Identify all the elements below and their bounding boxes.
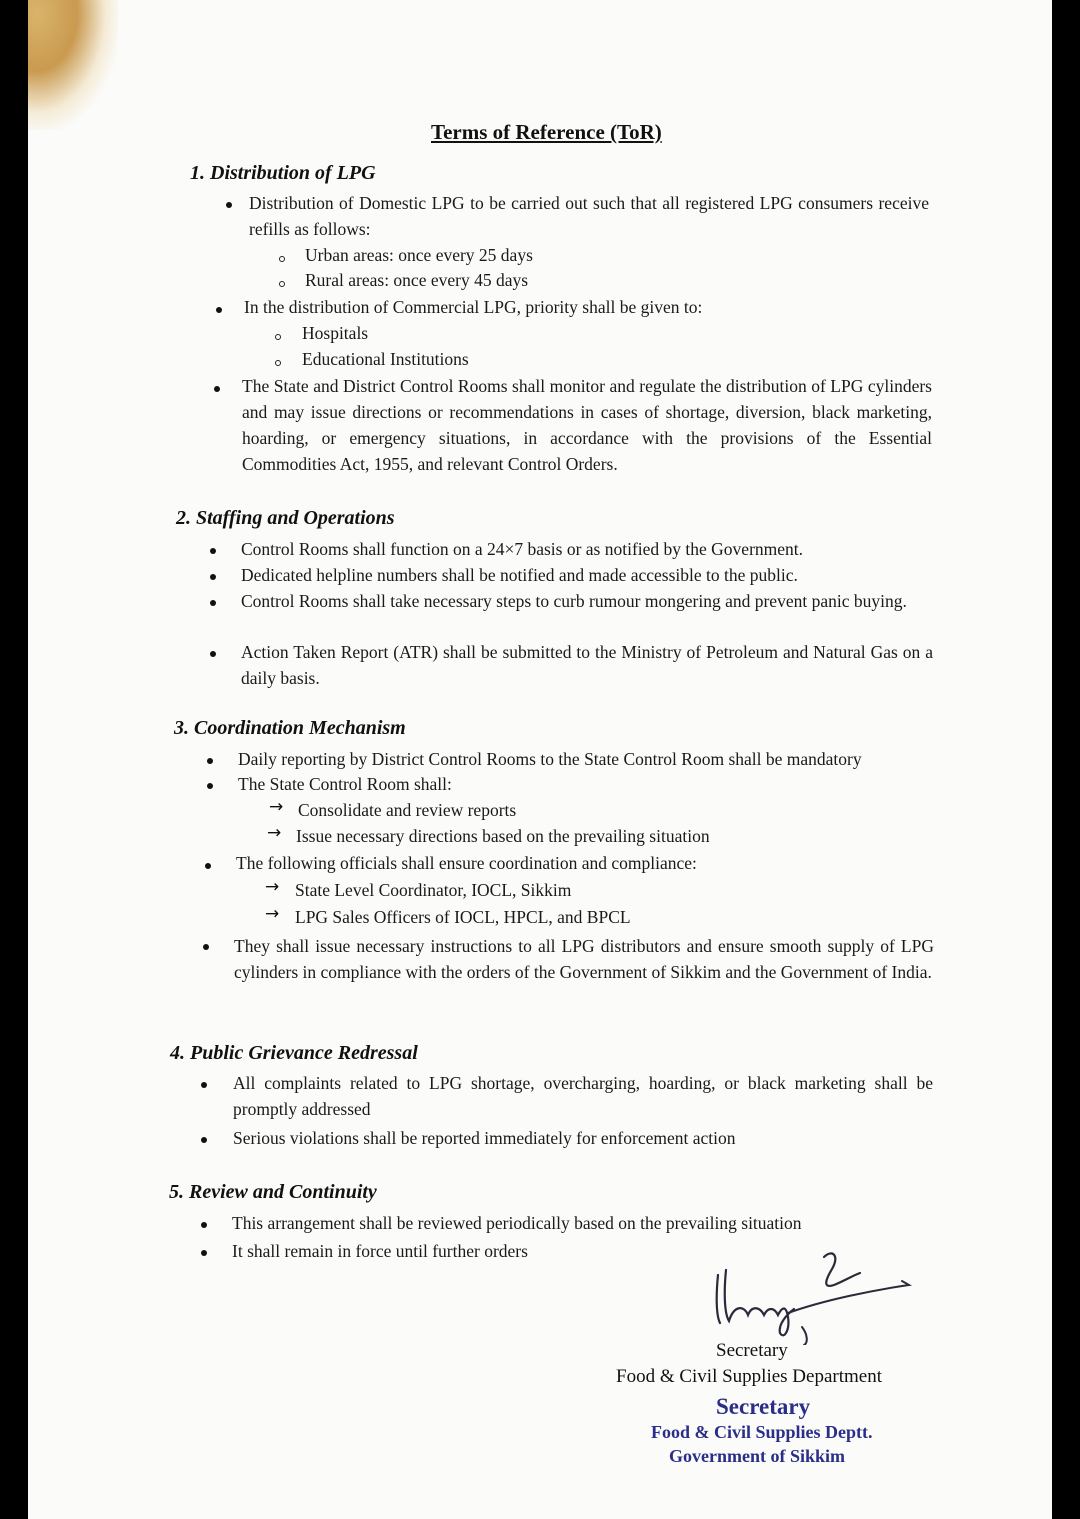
circle-bullet-icon xyxy=(279,256,285,262)
bullet-icon xyxy=(205,863,211,869)
list-item: They shall issue necessary instructions to all LPG distributors and ensure smooth supply of LPG cylinders in compliance with the orders of the Government of Sikkim and the Government of India. xyxy=(234,936,934,982)
circle-bullet-icon xyxy=(275,360,281,366)
list-item: Dedicated helpline numbers shall be notified and made accessible to the public. xyxy=(241,565,798,585)
list-item: It shall remain in force until further orders xyxy=(232,1241,528,1261)
arrow-right-icon: → xyxy=(269,797,284,817)
list-item: Daily reporting by District Control Rooms to the State Control Room shall be mandatory xyxy=(238,749,862,769)
bullet-icon xyxy=(216,307,222,313)
section-heading-staffing: 2. Staffing and Operations xyxy=(176,507,395,529)
page-fold-shadow xyxy=(28,0,118,130)
list-item: Action Taken Report (ATR) shall be submitted to the Ministry of Petroleum and Natural Gas on a daily basis. xyxy=(241,642,933,688)
bullet-icon xyxy=(226,202,232,208)
list-item: Control Rooms shall take necessary steps to curb rumour mongering and prevent panic buying. xyxy=(241,591,907,611)
list-item: In the distribution of Commercial LPG, priority shall be given to: xyxy=(244,297,703,317)
bullet-icon xyxy=(203,944,209,950)
list-item: The State and District Control Rooms shall monitor and regulate the distribution of LPG cylinders and may issue directions or recommendations in cases of shortage, diversion, black marketing, hoarding, or emergency situations, in accordance with the provisions of the Essential Commodities Act, 1955, and relevant Control Orders. xyxy=(242,376,932,474)
sub-list-item: Rural areas: once every 45 days xyxy=(305,270,529,290)
sub-list-item: State Level Coordinator, IOCL, Sikkim xyxy=(295,880,572,900)
bullet-icon xyxy=(201,1082,207,1088)
section-heading-distribution: 1. Distribution of LPG xyxy=(190,162,376,184)
list-item: The following officials shall ensure coordination and compliance: xyxy=(236,853,697,873)
bullet-icon xyxy=(207,758,213,764)
list-item: Control Rooms shall function on a 24×7 basis or as notified by the Government. xyxy=(241,539,804,559)
sub-list-item: Consolidate and review reports xyxy=(298,800,517,820)
handwritten-signature xyxy=(704,1245,914,1345)
sub-list-item: Issue necessary directions based on the prevailing situation xyxy=(296,826,710,846)
sub-list-item: LPG Sales Officers of IOCL, HPCL, and BPCL xyxy=(295,907,631,927)
arrow-right-icon: → xyxy=(265,904,280,924)
stamp-government: Government of Sikkim xyxy=(669,1446,846,1466)
list-item: The State Control Room shall: xyxy=(238,774,452,794)
signatory-department: Food & Civil Supplies Department xyxy=(616,1366,882,1387)
bullet-icon xyxy=(210,651,216,657)
sub-list-item: Hospitals xyxy=(302,323,369,343)
bullet-icon xyxy=(201,1137,207,1143)
sub-list-item: Urban areas: once every 25 days xyxy=(305,245,533,265)
stamp-title: Secretary xyxy=(716,1394,811,1419)
stamp-department: Food & Civil Supplies Deptt. xyxy=(651,1422,873,1442)
circle-bullet-icon xyxy=(275,334,281,340)
bullet-icon xyxy=(214,386,220,392)
section-heading-review: 5. Review and Continuity xyxy=(169,1181,377,1203)
arrow-right-icon: → xyxy=(267,823,282,843)
list-item: Distribution of Domestic LPG to be carried out such that all registered LPG consumers receive refills as follows: xyxy=(249,193,929,239)
bullet-icon xyxy=(201,1250,207,1256)
bullet-icon xyxy=(210,548,216,554)
signatory-designation: Secretary xyxy=(716,1340,788,1361)
bullet-icon xyxy=(207,783,213,789)
circle-bullet-icon xyxy=(279,281,285,287)
arrow-right-icon: → xyxy=(265,877,280,897)
document-title: Terms of Reference (ToR) xyxy=(431,120,662,144)
document-page xyxy=(28,0,1052,1519)
list-item: All complaints related to LPG shortage, overcharging, hoarding, or black marketing shall be promptly addressed xyxy=(233,1073,933,1119)
bullet-icon xyxy=(210,574,216,580)
list-item: Serious violations shall be reported immediately for enforcement action xyxy=(233,1128,736,1148)
list-item: This arrangement shall be reviewed periodically based on the prevailing situation xyxy=(232,1213,802,1233)
bullet-icon xyxy=(210,600,216,606)
section-heading-grievance: 4. Public Grievance Redressal xyxy=(170,1042,418,1064)
section-heading-coordination: 3. Coordination Mechanism xyxy=(174,717,406,739)
bullet-icon xyxy=(201,1222,207,1228)
sub-list-item: Educational Institutions xyxy=(302,349,469,369)
